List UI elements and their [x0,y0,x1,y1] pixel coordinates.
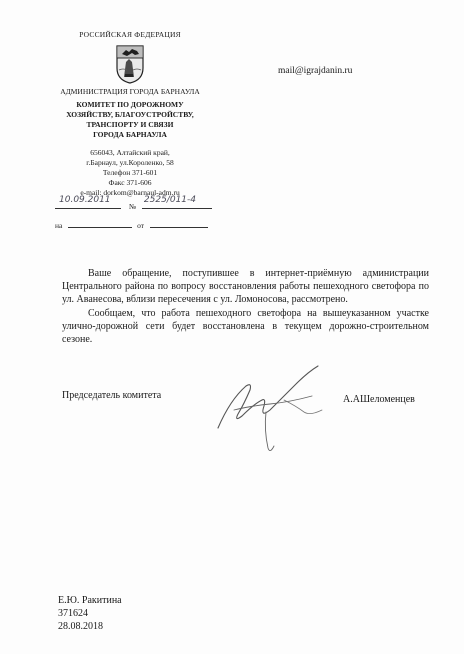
letter-body [62,267,429,346]
committee-line: ТРАНСПОРТУ И СВЯЗИ [86,120,174,129]
reference-number-blank [68,219,132,228]
outgoing-registration-line [55,195,212,211]
signatory-position: Председатель комитета [62,390,162,401]
committee-name [40,100,220,140]
administration-label: АДМИНИСТРАЦИЯ ГОРОДА БАРНАУЛА [60,87,200,96]
committee-address [40,148,220,198]
committee-line: ГОРОДА БАРНАУЛА [93,130,167,139]
recipient-email: mail@igrajdanin.ru [278,66,353,76]
letterhead [40,30,220,198]
reference-from-label: от [137,221,145,230]
committee-line: ХОЗЯЙСТВУ, БЛАГОУСТРОЙСТВУ, [66,110,194,119]
outgoing-number: 2525/011-4 [143,195,196,205]
incoming-reference-line [55,219,208,230]
email-line: e-mail: dorkom@barnaul-adm.ru [80,188,180,197]
executor-date: 28.08.2018 [58,621,103,632]
committee-line: КОМИТЕТ ПО ДОРОЖНОМУ [76,100,184,109]
handwritten-signature [200,360,340,460]
coat-of-arms-icon [115,44,145,84]
outgoing-date-blank [55,195,121,209]
outgoing-date: 10.09.2011 [59,195,111,205]
address-line: 656043, Алтайский край, [90,148,170,157]
body-paragraph: Ваше обращение, поступившее в интернет-приёмную администрации Центрального района по вопросу восстановления работы пешеходного светофора по ул. Аванесова, вблизи пересечения с ул. Ломоносова, рассмотрено. [62,268,429,306]
executor-name: Е.Ю. Ракитина [58,595,122,606]
phone-line: Телефон 371-601 [102,168,158,177]
fax-line: Факс 371-606 [108,178,152,187]
executor-phone: 371624 [58,608,88,619]
reference-date-blank [150,219,208,228]
signatory-name: А.АШеломенцев [343,394,415,405]
outgoing-number-blank [142,195,212,209]
address-line: г.Барнаул, ул.Короленко, 58 [86,158,174,167]
reference-prefix: на [55,221,63,230]
number-sign: № [128,202,137,211]
executor-block [58,594,122,633]
country-label: РОССИЙСКАЯ ФЕДЕРАЦИЯ [79,30,181,39]
body-paragraph: Сообщаем, что работа пешеходного светофора на вышеуказанном участке улично-дорожной сети будет восстановлена в текущем дорожно-строительном сезоне. [62,307,429,346]
